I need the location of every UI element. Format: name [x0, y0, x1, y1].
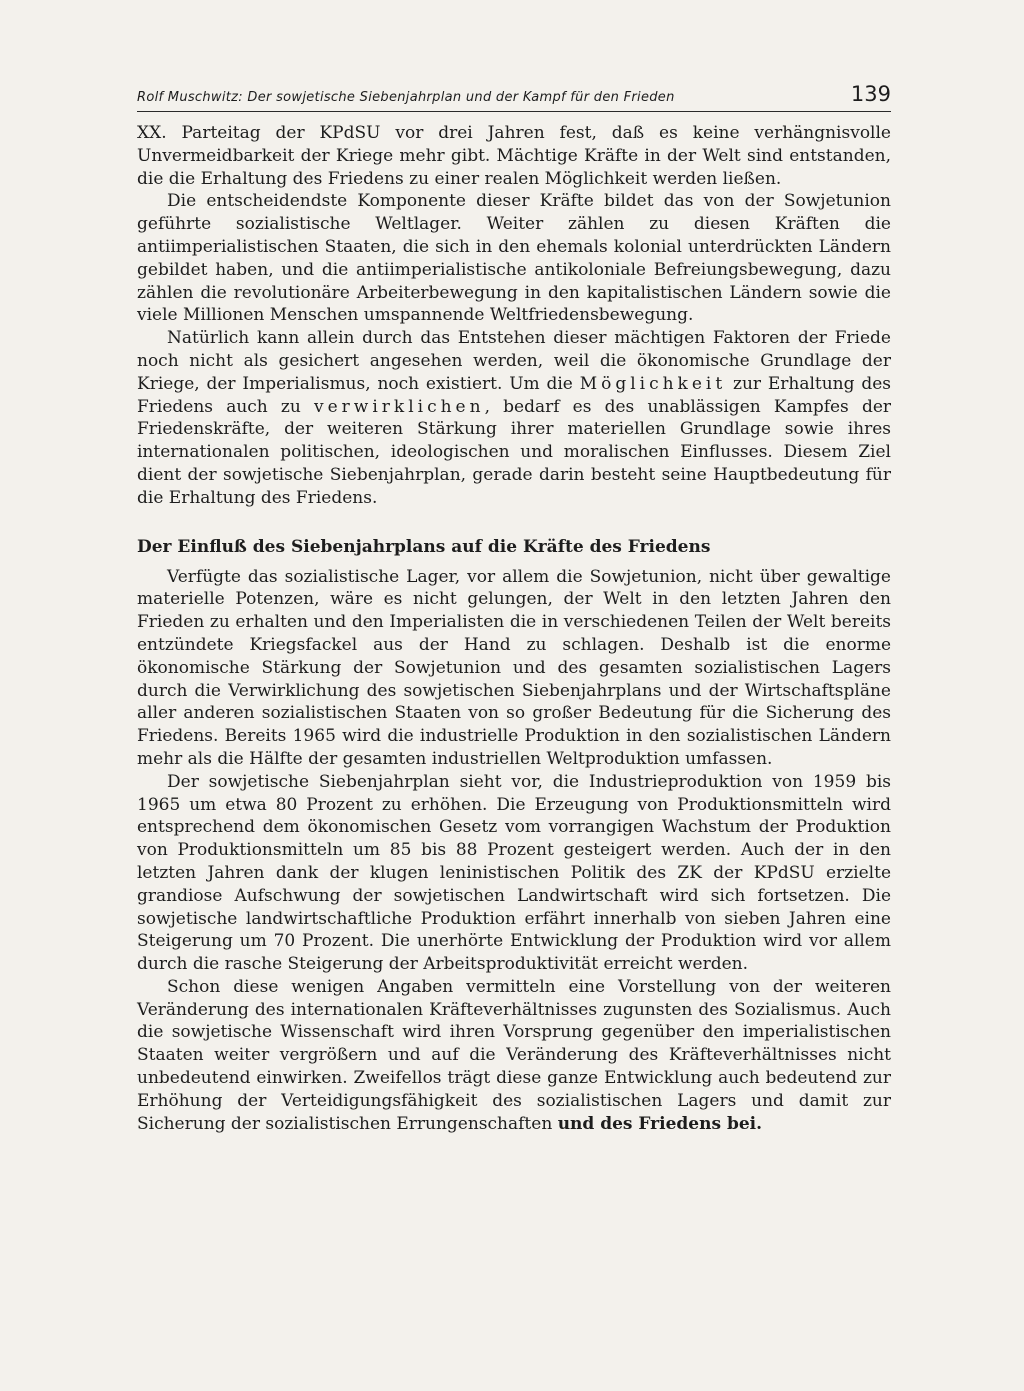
- body-text: [137, 122, 891, 1135]
- paragraph-3-text-c: , bedarf es des unablässigen Kampfes der Friedenskräfte, der weiteren Stärkung ihrer materiellen Grundlage sowie ihres internationalen politischen, ideologischen und moralischen Einflusses. Diesem Ziel dient der sowjetische Siebenjahrplan, gerade darin besteht seine Hauptbedeutung für die Erhaltung des Friedens.: [137, 396, 892, 508]
- emphasis-moeglichkeit: Möglichkeit: [579, 373, 727, 394]
- paragraph-3-text-a: Natürlich kann allein durch das Entstehen dieser mächtigen Faktoren der Friede noch nicht als gesichert angesehen werden, weil die ökonomische Grundlage der Kriege, der Imperialismus, noch existiert. Um die: [137, 328, 891, 394]
- book-page: [137, 84, 891, 1135]
- paragraph-3-text-b: zur Erhaltung des Friedens auch zu: [137, 373, 891, 417]
- section-heading: Der Einfluß des Siebenjahrplans auf die Kräfte des Friedens: [137, 536, 711, 557]
- running-title: Rolf Muschwitz: Der sowjetische Siebenjahrplan und der Kampf für den Frieden: [137, 90, 675, 105]
- paragraph-1: XX. Parteitag der KPdSU vor drei Jahren fest, daß es keine verhängnisvolle Unvermeidbarkeit der Kriege mehr gibt. Mächtige Kräfte in der Welt sind entstanden, die die Erhaltung des Friedens zu einer realen Möglichkeit werden ließen.: [137, 123, 891, 189]
- running-header: [137, 84, 891, 112]
- paragraph-6: [137, 976, 891, 1136]
- paragraph-6-text: Schon diese wenigen Angaben vermitteln eine Vorstellung von der weiteren Veränderung des internationalen Kräfteverhältnisses zugunsten des Sozialismus. Auch die sowjetische Wissenschaft wird ihren Vorsprung gegenüber den imperialistischen Staaten weiter vergrößern und auf die Veränderung des Kräfteverhältnisses nicht unbedeutend einwirken. Zweifellos trägt diese ganze Entwicklung auch bedeutend zur Erhöhung der Verteidigungsfähigkeit des sozialistischen Lagers und damit zur Sicherung der sozialistischen Errungenschaften: [137, 976, 891, 1134]
- paragraph-5: Der sowjetische Siebenjahrplan sieht vor, die Industrieproduktion von 1959 bis 1965 um etwa 80 Prozent zu erhöhen. Die Erzeugung von Produktionsmitteln wird entsprechend dem ökonomischen Gesetz vom vorrangigen Wachstum der Produktion von Produktionsmitteln um 85 bis 88 Prozent gesteigert werden. Auch der in den letzten Jahren dank der klugen leninistischen Politik des ZK der KPdSU erzielte grandiose Aufschwung der sowjetischen Landwirtschaft wird sich fortsetzen. Die sowjetische landwirtschaftliche Produktion erfährt innerhalb von sieben Jahren eine Steigerung um 70 Prozent. Die unerhörte Entwicklung der Produktion wird vor allem durch die rasche Steigerung der Arbeitsproduktivität erreicht werden.: [137, 771, 891, 975]
- paragraph-2: Die entscheidendste Komponente dieser Kräfte bildet das von der Sowjetunion geführte sozialistische Weltlager. Weiter zählen zu diesen Kräften die antiimperialistischen Staaten, die sich in den ehemals kolonial unterdrückten Ländern gebildet haben, und die antiimperialistische antikoloniale Befreiungsbewegung, dazu zählen die revolutionäre Arbeiterbewegung in den kapitalistischen Ländern sowie die viele Millionen Menschen umspannende Weltfriedensbewegung.: [137, 191, 891, 326]
- page-number: 139: [850, 82, 891, 106]
- paragraph-3: [137, 327, 891, 509]
- paragraph-6-bold-ending: und des Friedens bei.: [557, 1113, 763, 1134]
- emphasis-verwirklichen: verwirklichen: [314, 396, 485, 417]
- paragraph-4: Verfügte das sozialistische Lager, vor allem die Sowjetunion, nicht über gewaltige materielle Potenzen, wäre es nicht gelungen, der Welt in den letzten Jahren den Frieden zu erhalten und den Imperialisten die in verschiedenen Teilen der Welt bereits entzündete Kriegsfackel aus der Hand zu schlagen. Deshalb ist die enorme ökonomische Stärkung der Sowjetunion und des gesamten sozialistischen Lagers durch die Verwirklichung des sowjetischen Siebenjahrplans und der Wirtschaftspläne aller anderen sozialistischen Staaten von so großer Bedeutung für die Sicherung des Friedens. Bereits 1965 wird die industrielle Produktion in den sozialistischen Ländern mehr als die Hälfte der gesamten industriellen Weltproduktion umfassen.: [137, 566, 891, 769]
